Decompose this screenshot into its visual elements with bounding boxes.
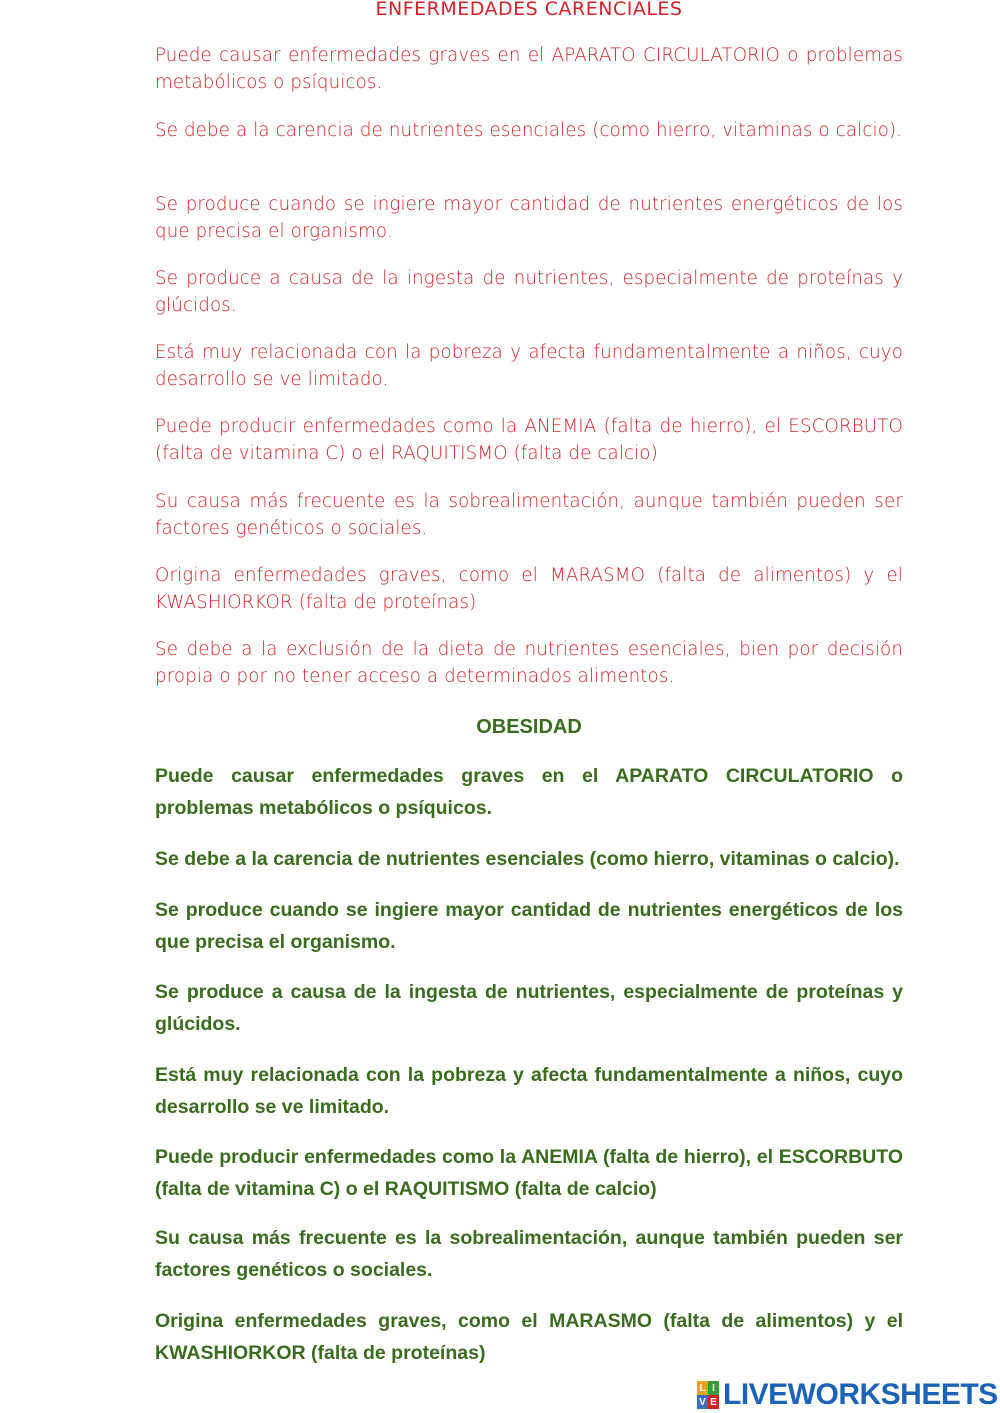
red-paragraph[interactable]: Puede causar enfermedades graves en el APARATO CIRCULATORIO o problemas metabólicos o psíquicos.	[155, 45, 903, 93]
red-paragraph[interactable]: Se produce a causa de la ingesta de nutrientes, especialmente de proteínas y glúcidos.	[155, 268, 903, 316]
red-paragraph[interactable]: Se debe a la exclusión de la dieta de nutrientes esenciales, bien por decisión propia o por no tener acceso a determinados alimentos.	[155, 639, 903, 687]
green-drop-zone[interactable]: Origina enfermedades graves, como el MARASMO (falta de alimentos) y el KWASHIORKOR (falta de proteínas)	[155, 1310, 903, 1364]
badge-letter: I	[708, 1381, 719, 1395]
liveworksheets-logo[interactable]	[697, 1378, 998, 1412]
red-paragraph[interactable]: Se produce cuando se ingiere mayor cantidad de nutrientes energéticos de los que precisa el organismo.	[155, 194, 903, 242]
green-drop-zone[interactable]: Puede producir enfermedades como la ANEMIA (falta de hierro), el ESCORBUTO (falta de vitamina C) o el RAQUITISMO (falta de calcio)	[155, 1146, 903, 1200]
logo-text: LIVEWORKSHEETS	[723, 1378, 998, 1411]
green-drop-zone[interactable]: Puede causar enfermedades graves en el APARATO CIRCULATORIO o problemas metabólicos o psíquicos.	[155, 765, 903, 819]
green-drop-zone[interactable]: Se produce cuando se ingiere mayor cantidad de nutrientes energéticos de los que precisa el organismo.	[155, 899, 903, 953]
badge-letter: V	[697, 1395, 708, 1409]
green-drop-zone[interactable]: Se debe a la carencia de nutrientes esenciales (como hierro, vitaminas o calcio).	[155, 848, 900, 870]
red-paragraph[interactable]: Puede producir enfermedades como la ANEMIA (falta de hierro), el ESCORBUTO (falta de vitamina C) o el RAQUITISMO (falta de calcio)	[155, 416, 903, 464]
red-paragraph[interactable]: Se debe a la carencia de nutrientes esenciales (como hierro, vitaminas o calcio).	[155, 120, 903, 141]
red-section-title: ENFERMEDADES CARENCIALES	[375, 0, 683, 20]
green-drop-zone[interactable]: Se produce a causa de la ingesta de nutrientes, especialmente de proteínas y glúcidos.	[155, 981, 903, 1035]
green-section-title: OBESIDAD	[476, 716, 582, 738]
liveworksheets-badge-icon	[697, 1381, 719, 1409]
red-paragraph[interactable]: Su causa más frecuente es la sobrealimentación, aunque también pueden ser factores genéticos o sociales.	[155, 491, 903, 539]
red-paragraph[interactable]: Origina enfermedades graves, como el MARASMO (falta de alimentos) y el KWASHIORKOR (falta de proteínas)	[155, 565, 903, 613]
red-paragraph[interactable]: Está muy relacionada con la pobreza y afecta fundamentalmente a niños, cuyo desarrollo se ve limitado.	[155, 342, 903, 390]
green-drop-zone[interactable]: Está muy relacionada con la pobreza y afecta fundamentalmente a niños, cuyo desarrollo se ve limitado.	[155, 1064, 903, 1118]
badge-letter: L	[697, 1381, 708, 1395]
green-drop-zone[interactable]: Su causa más frecuente es la sobrealimentación, aunque también pueden ser factores genéticos o sociales.	[155, 1227, 903, 1281]
badge-letter: E	[708, 1395, 719, 1409]
